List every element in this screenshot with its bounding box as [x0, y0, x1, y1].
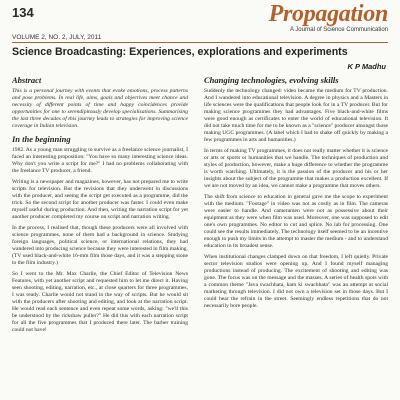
body-paragraph: So I went to the Mr. Max Charlie, the Chief Editor of Television News Features, with yet another script and requested him to let me direct it. Having seen shooting, editing, narration, etc., at close quarters for three programmes, I was ready. Charlie would not stand in the way of scripts. But he would sit with the producers after shooting and editing, and look at the narration script. He would read each sentence and even repeat some words, asking: "we'll this be understood by the rickshaw puller?" He did this with each narration script for all the five programmes that I produced there later. The barber training could not have!: [12, 271, 188, 333]
journal-masthead: [269, 2, 388, 33]
body-paragraph: In the process, I realised that, though these producers were all involved with science programmes, none of them had a background in science. Studying foreign languages, political science, or international relations, they had wandered into producing science because they were interested in film making. (TV used black-and-white 16-mm film those days, and it was a stepping stone to the film industry.): [12, 225, 188, 266]
abstract: [12, 88, 188, 130]
abstract-text: This is a personal journey with events that evoke emotions, process patterns and pose problems. In real life, aims, goals and objectives meet chance and necessity of different points of time and happy coincidences provide opportunities for one to serendipitously develop specialisations. Summarising the last three decades of this journey leads to strategies for improving science coverage in Indian television.: [12, 88, 188, 129]
section-heading-beginning: In the beginning: [12, 134, 71, 144]
body-paragraph: 1982. As a young man struggling to survive as a freelance science journalist, I faced an interesting proposition: "You have so many interesting science ideas. Why don't you write a script for me?" I had no problems collaborating with the freelance TV producer, a friend.: [12, 147, 188, 174]
article-title: Science Broadcasting: Experiences, explorations and experiments: [12, 46, 348, 58]
body-paragraph: In terms of making TV programmes, it does not really matter whether it is science or arts or sports or humanities that we handle. The techniques of production and styles of production, however, make a huge difference to whether the programme is worth watching. Ultimately, it is the passion of the producer and his or her insights about the subject of the programme that makes a production excellent. If we are not moved by an idea, we cannot make a programme that moves others.: [204, 148, 388, 189]
volume-info: VOLUME 2, NO. 2, JULY, 2011: [12, 34, 102, 41]
body-paragraph: When institutional changes clamped down on that freedom, I left quietly. Private sector television studios were opening up. And I found myself managing productions instead of producing. The excitement of shooting and editing was gone. The focus was on the message and the masses. A series of health spots with a common theme "Java swachhata, kam ki swachhata" was an attempt at social marketing through television. I did not own a television set in those days. But I could hear the refrain in the street. Seemingly endless repetitions that do not necessarily bore people.: [204, 254, 388, 309]
left-column: [12, 72, 188, 398]
body-paragraph: Writing is a newspaper and magazines, however, has not prepared me to write scripts for television. But the revisions that they underwent in discussions with the producer, and seeing the script get executed as a programme, did the trick. So the second script for another producer was faster. I could even make myself useful during production. And then, writing the narration script for yet another producer completed my course on script and narration writing.: [12, 179, 188, 220]
body-paragraph: The shift from science to education in general gave me the scope to experiment with the medium. "Footage" in video was not as costly as in film. The cameras were easier to handle. And cameramen were not as possessive about their equipment as they were when film was used. Moreover, one was supposed to edit one's own programmes. No editor to cut and splice. No lab for processing. One could see the results immediately. The technology itself seemed to be an incentive enough to push my limits in the attempt to master the medium - and to understand education in its broadest sense.: [204, 194, 388, 249]
journal-subtitle: A Journal of Science Communication: [289, 27, 388, 33]
abstract-heading: Abstract: [12, 75, 42, 85]
header-rule: [12, 42, 388, 43]
section-heading-technologies: Changing technologies, evolving skills: [204, 75, 339, 85]
article-author: K P Madhu: [347, 62, 386, 71]
journal-logo: Propagation: [268, 1, 388, 27]
body-paragraph: Suddenly the technology changed: video became the medium for TV production. And I wandered into educational television. A degree in physics and a Masters in life sciences were the qualifications that people look for in a TV producer. But for making science programmes they had advantages. Five black-and-white films were good enough as certificates to enter the world of educational television. It did not take much time for me to be known as a "science" producer amongst those making UGC programmes. (A label which I had to shake off quickly by making a few programmes in arts and humanities.): [204, 88, 388, 143]
right-column: [204, 72, 388, 398]
page-number: 134: [12, 5, 34, 20]
